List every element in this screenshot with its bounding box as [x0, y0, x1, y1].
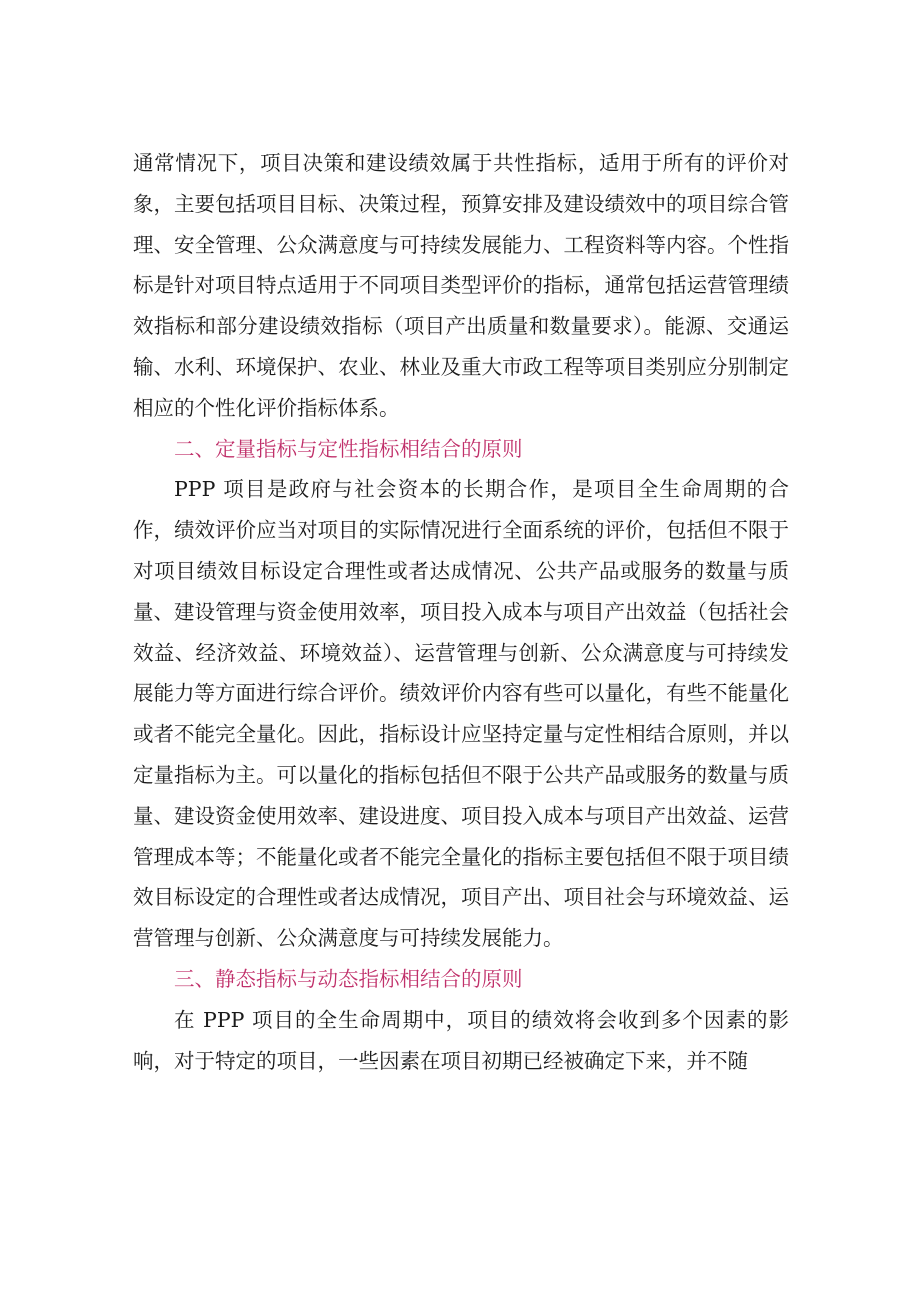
- document-body: [133, 143, 789, 1081]
- section-heading-two: 二、定量指标与定性指标相结合的原则: [174, 436, 523, 461]
- section-heading-three: 三、静态指标与动态指标相结合的原则: [174, 966, 523, 991]
- paragraph: 在 PPP 项目的全生命周期中，项目的绩效将会收到多个因素的影响，对于特定的项目，一些因素在项目初期已经被确定下来，并不随: [133, 1007, 789, 1073]
- paragraph-continued: 通常情况下，项目决策和建设绩效属于共性指标，适用于所有的评价对象，主要包括项目目标、决策过程，预算安排及建设绩效中的项目综合管理、安全管理、公众满意度与可持续发展能力、工程资料等内容。个性指标是针对项目特点适用于不同项目类型评价的指标，通常包括运营管理绩效指标和部分建设绩效指标（项目产出质量和数量要求）。能源、交通运输、水利、环境保护、农业、林业及重大市政工程等项目类别应分别制定相应的个性化评价指标体系。: [133, 151, 789, 420]
- paragraph: PPP 项目是政府与社会资本的长期合作，是项目全生命周期的合作，绩效评价应当对项目的实际情况进行全面系统的评价，包括但不限于对项目绩效目标设定合理性或者达成情况、公共产品或服务的数量与质量、建设管理与资金使用效率，项目投入成本与项目产出效益（包括社会效益、经济效益、环境效益）、运营管理与创新、公众满意度与可持续发展能力等方面进行综合评价。绩效评价内容有些可以量化，有些不能量化或者不能完全量化。因此，指标设计应坚持定量与定性相结合原则，并以定量指标为主。可以量化的指标包括但不限于公共产品或服务的数量与质量、建设资金使用效率、建设进度、项目投入成本与项目产出效益、运营管理成本等；不能量化或者不能完全量化的指标主要包括但不限于项目绩效目标设定的合理性或者达成情况，项目产出、项目社会与环境效益、运营管理与创新、公众满意度与可持续发展能力。: [133, 477, 789, 951]
